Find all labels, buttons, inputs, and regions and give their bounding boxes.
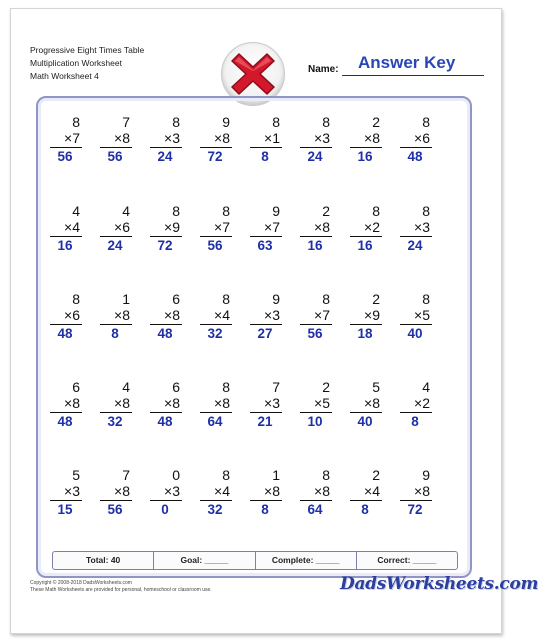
problem-answer: 8: [261, 149, 269, 164]
problem-answer: 56: [107, 502, 123, 517]
problem-r1-c1: [48, 114, 82, 164]
problem-multiplier: ×8: [114, 307, 130, 323]
problem-multiplier: ×7: [314, 307, 330, 323]
problem-multiplier: ×4: [214, 307, 230, 323]
problem-answer: 32: [107, 414, 123, 429]
problem-r3-c2: [98, 291, 132, 341]
problem-r3-c5: [248, 291, 282, 341]
problem-multiplicand: 8: [422, 291, 430, 307]
problem-multiplier: ×8: [114, 130, 130, 146]
problem-multiplicand: 8: [322, 291, 330, 307]
problem-answer: 32: [207, 326, 223, 341]
problem-multiplier: ×8: [264, 483, 280, 499]
problem-r2-c1: [48, 203, 82, 253]
problem-rule: [100, 412, 132, 413]
problem-answer: 8: [411, 414, 419, 429]
problem-answer: 48: [57, 414, 73, 429]
copyright-notice: [30, 580, 212, 594]
problem-rule: [350, 324, 382, 325]
problem-rule: [400, 147, 432, 148]
problem-answer: 64: [207, 414, 223, 429]
problem-r1-c8: [398, 114, 432, 164]
problem-answer: 32: [207, 502, 223, 517]
problem-multiplicand: 2: [372, 291, 380, 307]
title-line-3: Math Worksheet 4: [30, 71, 99, 81]
problem-multiplicand: 8: [322, 467, 330, 483]
problem-r2-c4: [198, 203, 232, 253]
problem-answer: 48: [407, 149, 423, 164]
complete-cell: Complete: _____: [256, 552, 357, 569]
problem-answer: 24: [307, 149, 323, 164]
problem-multiplicand: 8: [172, 114, 180, 130]
problem-answer: 16: [357, 149, 373, 164]
problem-multiplier: ×5: [414, 307, 430, 323]
problem-answer: 27: [257, 326, 273, 341]
problem-multiplicand: 7: [272, 379, 280, 395]
problem-r1-c5: [248, 114, 282, 164]
problem-answer: 64: [307, 502, 323, 517]
problem-multiplicand: 7: [122, 467, 130, 483]
problem-answer: 48: [157, 326, 173, 341]
copyright-line-1: Copyright © 2008-2018 DadsWorksheets.com: [30, 580, 132, 586]
problem-multiplier: ×3: [314, 130, 330, 146]
problem-r5-c4: [198, 467, 232, 517]
problem-answer: 24: [157, 149, 173, 164]
problem-rule: [200, 236, 232, 237]
problem-rule: [350, 500, 382, 501]
problem-multiplicand: 8: [172, 203, 180, 219]
problem-multiplier: ×8: [114, 395, 130, 411]
problem-multiplier: ×8: [364, 395, 380, 411]
problem-r1-c6: [298, 114, 332, 164]
problem-multiplier: ×8: [314, 483, 330, 499]
problem-answer: 24: [107, 238, 123, 253]
red-x-icon: [229, 50, 277, 98]
problem-multiplier: ×1: [264, 130, 280, 146]
problem-answer: 56: [207, 238, 223, 253]
problem-multiplier: ×3: [164, 130, 180, 146]
problem-multiplier: ×8: [214, 395, 230, 411]
problem-r2-c6: [298, 203, 332, 253]
problem-multiplicand: 8: [72, 114, 80, 130]
problem-r1-c3: [148, 114, 182, 164]
problem-rule: [200, 500, 232, 501]
problem-r4-c5: [248, 379, 282, 429]
problem-answer: 48: [57, 326, 73, 341]
worksheet-title: [30, 44, 144, 83]
problem-r3-c8: [398, 291, 432, 341]
problem-answer: 21: [257, 414, 273, 429]
problem-multiplier: ×4: [214, 483, 230, 499]
problem-rule: [200, 324, 232, 325]
problem-multiplicand: 4: [422, 379, 430, 395]
problem-answer: 56: [107, 149, 123, 164]
problem-r5-c8: [398, 467, 432, 517]
problem-rule: [350, 412, 382, 413]
problem-answer: 8: [361, 502, 369, 517]
problem-multiplicand: 4: [122, 379, 130, 395]
problem-rule: [50, 236, 82, 237]
problem-r4-c4: [198, 379, 232, 429]
problem-multiplier: ×9: [364, 307, 380, 323]
problem-multiplier: ×3: [264, 307, 280, 323]
problem-r3-c6: [298, 291, 332, 341]
name-underline: [342, 75, 484, 76]
problem-multiplicand: 1: [272, 467, 280, 483]
problem-answer: 56: [57, 149, 73, 164]
problem-multiplicand: 9: [272, 291, 280, 307]
problem-multiplicand: 8: [272, 114, 280, 130]
problem-answer: 72: [207, 149, 223, 164]
problem-rule: [250, 324, 282, 325]
problem-rule: [100, 147, 132, 148]
problem-rule: [200, 147, 232, 148]
problem-r5-c1: [48, 467, 82, 517]
problem-r1-c4: [198, 114, 232, 164]
problem-rule: [250, 147, 282, 148]
problem-multiplicand: 9: [422, 467, 430, 483]
problem-r4-c6: [298, 379, 332, 429]
problem-rule: [400, 500, 432, 501]
total-cell: Total: 40: [53, 552, 154, 569]
problem-multiplier: ×3: [414, 219, 430, 235]
problem-r3-c1: [48, 291, 82, 341]
problem-rule: [150, 324, 182, 325]
problem-r3-c4: [198, 291, 232, 341]
problem-rule: [350, 147, 382, 148]
problem-multiplier: ×8: [364, 130, 380, 146]
problem-r5-c2: [98, 467, 132, 517]
problem-multiplier: ×6: [64, 307, 80, 323]
goal-cell: Goal: _____: [154, 552, 255, 569]
problem-multiplier: ×6: [114, 219, 130, 235]
problem-rule: [100, 500, 132, 501]
problem-multiplicand: 8: [422, 114, 430, 130]
problem-rule: [150, 147, 182, 148]
problem-multiplicand: 2: [322, 203, 330, 219]
problem-rule: [50, 500, 82, 501]
problem-multiplier: ×4: [364, 483, 380, 499]
problem-answer: 63: [257, 238, 273, 253]
problem-r4-c3: [148, 379, 182, 429]
problem-multiplicand: 5: [72, 467, 80, 483]
problem-r4-c7: [348, 379, 382, 429]
title-line-1: Progressive Eight Times Table: [30, 45, 145, 55]
problem-answer: 16: [307, 238, 323, 253]
problem-rule: [300, 324, 332, 325]
problem-multiplicand: 8: [322, 114, 330, 130]
problem-r5-c3: [148, 467, 182, 517]
problem-answer: 72: [157, 238, 173, 253]
problem-r2-c7: [348, 203, 382, 253]
problem-multiplicand: 8: [72, 291, 80, 307]
problem-rule: [150, 500, 182, 501]
problem-rule: [300, 500, 332, 501]
problem-rule: [250, 412, 282, 413]
problem-multiplicand: 0: [172, 467, 180, 483]
problem-rule: [150, 236, 182, 237]
problem-rule: [100, 324, 132, 325]
problem-multiplicand: 9: [222, 114, 230, 130]
problem-rule: [50, 324, 82, 325]
score-bar: [52, 551, 458, 570]
problem-multiplier: ×3: [164, 483, 180, 499]
problem-multiplicand: 4: [72, 203, 80, 219]
problem-multiplier: ×3: [264, 395, 280, 411]
problem-multiplier: ×8: [164, 307, 180, 323]
problem-multiplicand: 6: [172, 291, 180, 307]
problem-multiplicand: 2: [372, 114, 380, 130]
problem-rule: [50, 147, 82, 148]
problem-r4-c8: [398, 379, 432, 429]
problem-rule: [200, 412, 232, 413]
brand-logo[interactable]: DadsWorksheets.com: [340, 574, 538, 594]
problem-multiplicand: 8: [422, 203, 430, 219]
problem-multiplier: ×7: [214, 219, 230, 235]
problem-r4-c1: [48, 379, 82, 429]
problem-multiplier: ×4: [64, 219, 80, 235]
problem-multiplier: ×8: [314, 219, 330, 235]
problem-rule: [400, 412, 432, 413]
problem-rule: [250, 500, 282, 501]
problem-rule: [300, 147, 332, 148]
problem-multiplicand: 8: [222, 467, 230, 483]
problem-rule: [250, 236, 282, 237]
copyright-line-2: These Math Worksheets are provided for personal, homeschool or classroom use.: [30, 587, 212, 593]
problem-r1-c2: [98, 114, 132, 164]
correct-cell: Correct: _____: [377, 555, 437, 565]
problem-rule: [400, 324, 432, 325]
problem-multiplier: ×7: [264, 219, 280, 235]
problem-answer: 18: [357, 326, 373, 341]
problem-answer: 15: [57, 502, 73, 517]
problem-multiplicand: 9: [272, 203, 280, 219]
problem-rule: [350, 236, 382, 237]
problem-rule: [150, 412, 182, 413]
problem-answer: 8: [261, 502, 269, 517]
problem-rule: [50, 412, 82, 413]
problem-multiplier: ×8: [114, 483, 130, 499]
problem-answer: 72: [407, 502, 423, 517]
problem-multiplicand: 1: [122, 291, 130, 307]
problem-answer: 16: [57, 238, 73, 253]
problem-multiplier: ×7: [64, 130, 80, 146]
problem-multiplicand: 8: [372, 203, 380, 219]
problem-multiplier: ×8: [214, 130, 230, 146]
problem-answer: 40: [407, 326, 423, 341]
problem-multiplier: ×8: [64, 395, 80, 411]
answer-key-text: Answer Key: [358, 53, 456, 72]
problem-multiplier: ×3: [64, 483, 80, 499]
problem-r5-c5: [248, 467, 282, 517]
problem-r2-c8: [398, 203, 432, 253]
problem-multiplicand: 5: [372, 379, 380, 395]
problem-multiplicand: 8: [222, 291, 230, 307]
problem-r1-c7: [348, 114, 382, 164]
problem-answer: 10: [307, 414, 323, 429]
problem-answer: 24: [407, 238, 423, 253]
problem-multiplicand: 6: [72, 379, 80, 395]
name-field: [308, 53, 488, 76]
problem-rule: [400, 236, 432, 237]
problem-multiplier: ×2: [364, 219, 380, 235]
problem-rule: [300, 236, 332, 237]
problem-multiplicand: 8: [222, 379, 230, 395]
problem-multiplicand: 2: [322, 379, 330, 395]
problem-multiplier: ×9: [164, 219, 180, 235]
problem-r2-c2: [98, 203, 132, 253]
title-line-2: Multiplication Worksheet: [30, 58, 122, 68]
name-label: Name:: [308, 64, 339, 75]
problem-multiplicand: 4: [122, 203, 130, 219]
problem-answer: 16: [357, 238, 373, 253]
problem-r5-c6: [298, 467, 332, 517]
problem-multiplier: ×8: [414, 483, 430, 499]
problem-answer: 0: [161, 502, 169, 517]
problem-answer: 8: [111, 326, 119, 341]
problem-multiplier: ×6: [414, 130, 430, 146]
problem-rule: [300, 412, 332, 413]
problem-multiplier: ×2: [414, 395, 430, 411]
problem-answer: 56: [307, 326, 323, 341]
problem-r3-c3: [148, 291, 182, 341]
problem-r2-c3: [148, 203, 182, 253]
problem-multiplicand: 8: [222, 203, 230, 219]
problem-answer: 48: [157, 414, 173, 429]
problem-multiplier: ×5: [314, 395, 330, 411]
problem-r5-c7: [348, 467, 382, 517]
problem-r4-c2: [98, 379, 132, 429]
problem-multiplicand: 7: [122, 114, 130, 130]
problem-multiplier: ×8: [164, 395, 180, 411]
problem-rule: [100, 236, 132, 237]
problem-multiplicand: 2: [372, 467, 380, 483]
problem-answer: 40: [357, 414, 373, 429]
problem-r2-c5: [248, 203, 282, 253]
problem-r3-c7: [348, 291, 382, 341]
problem-multiplicand: 6: [172, 379, 180, 395]
